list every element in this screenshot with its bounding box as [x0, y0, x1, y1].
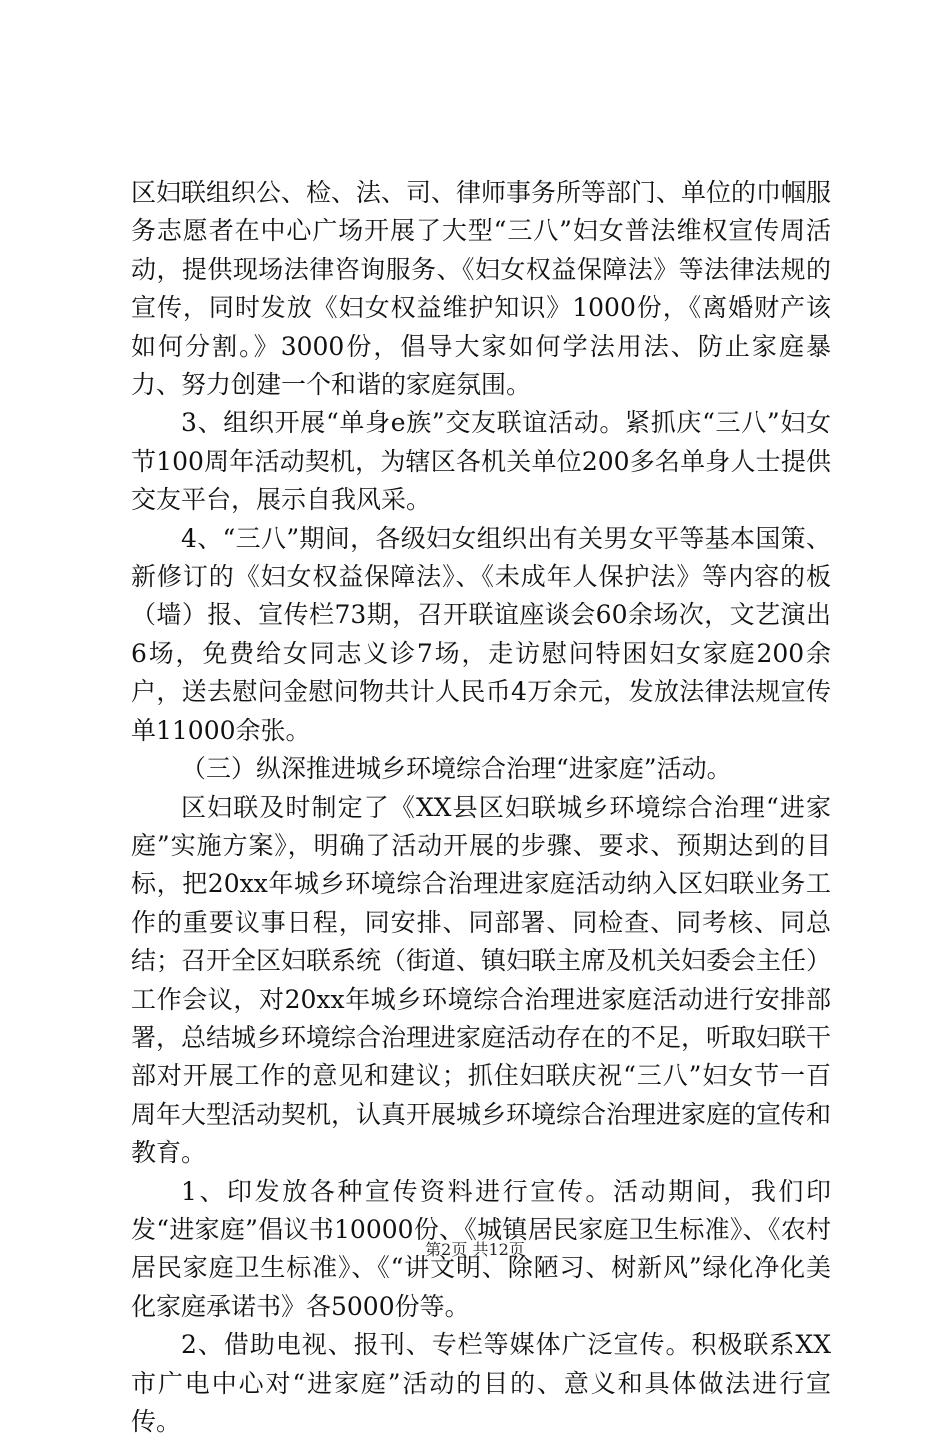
paragraph-plan: 区妇联及时制定了《XX县区妇联城乡环境综合治理“进家庭”实施方案》，明确了活动开展的步骤、要求、预期达到的目标，把20xx年城乡环境综合治理进家庭活动纳入区妇联业务工作的重要议事日程，同安排、同部署、同检查、同考核、同总结；召开全区妇联系统（街道、镇妇联主席及机关妇委会主任）工作会议，对20xx年城乡环境综合治理进家庭活动进行安排部署，总结城乡环境综合治理进家庭活动存在的不足，听取妇联干部对开展工作的意见和建议；抓住妇联庆祝“三八”妇女节一百周年大型活动契机，认真开展城乡环境综合治理进家庭的宣传和教育。 — [131, 792, 832, 1168]
paragraph-item-1: 1、印发放各种宣传资料进行宣传。活动期间，我们印发“进家庭”倡议书10000份、《城镇居民家庭卫生标准》、《农村居民家庭卫生标准》、《“讲文明、除陋习、树新风”绿化净化美化家庭承诺书》各5000份等。 — [131, 1176, 831, 1321]
paragraph-item-4: 4、“三八”期间，各级妇女组织出有关男女平等基本国策、新修订的《妇女权益保障法》、《未成年人保护法》等内容的板（墙）报、宣传栏73期，召开联谊座谈会60余场次，文艺演出6场，免费给女同志义诊7场，走访慰问特困妇女家庭200余户，送去慰问金慰问物共计人民币4万余元，发放法律法规宣传单11000余张。 — [131, 523, 831, 745]
paragraph-item-2: 2、借助电视、报刊、专栏等媒体广泛宣传。积极联系XX市广电中心对“进家庭”活动的目的、意义和具体做法进行宣传。 — [131, 1330, 831, 1436]
paragraph-item-3: 3、组织开展“单身e族”交友联谊活动。紧抓庆“三八”妇女节100周年活动契机，为辖区各机关单位200多名单身人士提供交友平台，展示自我风采。 — [131, 408, 831, 515]
paragraph-continuation: 区妇联组织公、检、法、司、律师事务所等部门、单位的巾帼服务志愿者在中心广场开展了大型“三八”妇女普法维权宣传周活动，提供现场法律咨询服务、《妇女权益保障法》等法律法规的宣传，同时发放《妇女权益维护知识》1000份，《离婚财产该如何分割。》3000份，倡导大家如何学法用法、防止家庭暴力、努力创建一个和谐的家庭氛围。 — [131, 178, 832, 400]
page-number-footer: 第2页 共12页 — [425, 1240, 525, 1259]
section-heading-3: （三）纵深推进城乡环境综合治理“进家庭”活动。 — [181, 754, 732, 784]
